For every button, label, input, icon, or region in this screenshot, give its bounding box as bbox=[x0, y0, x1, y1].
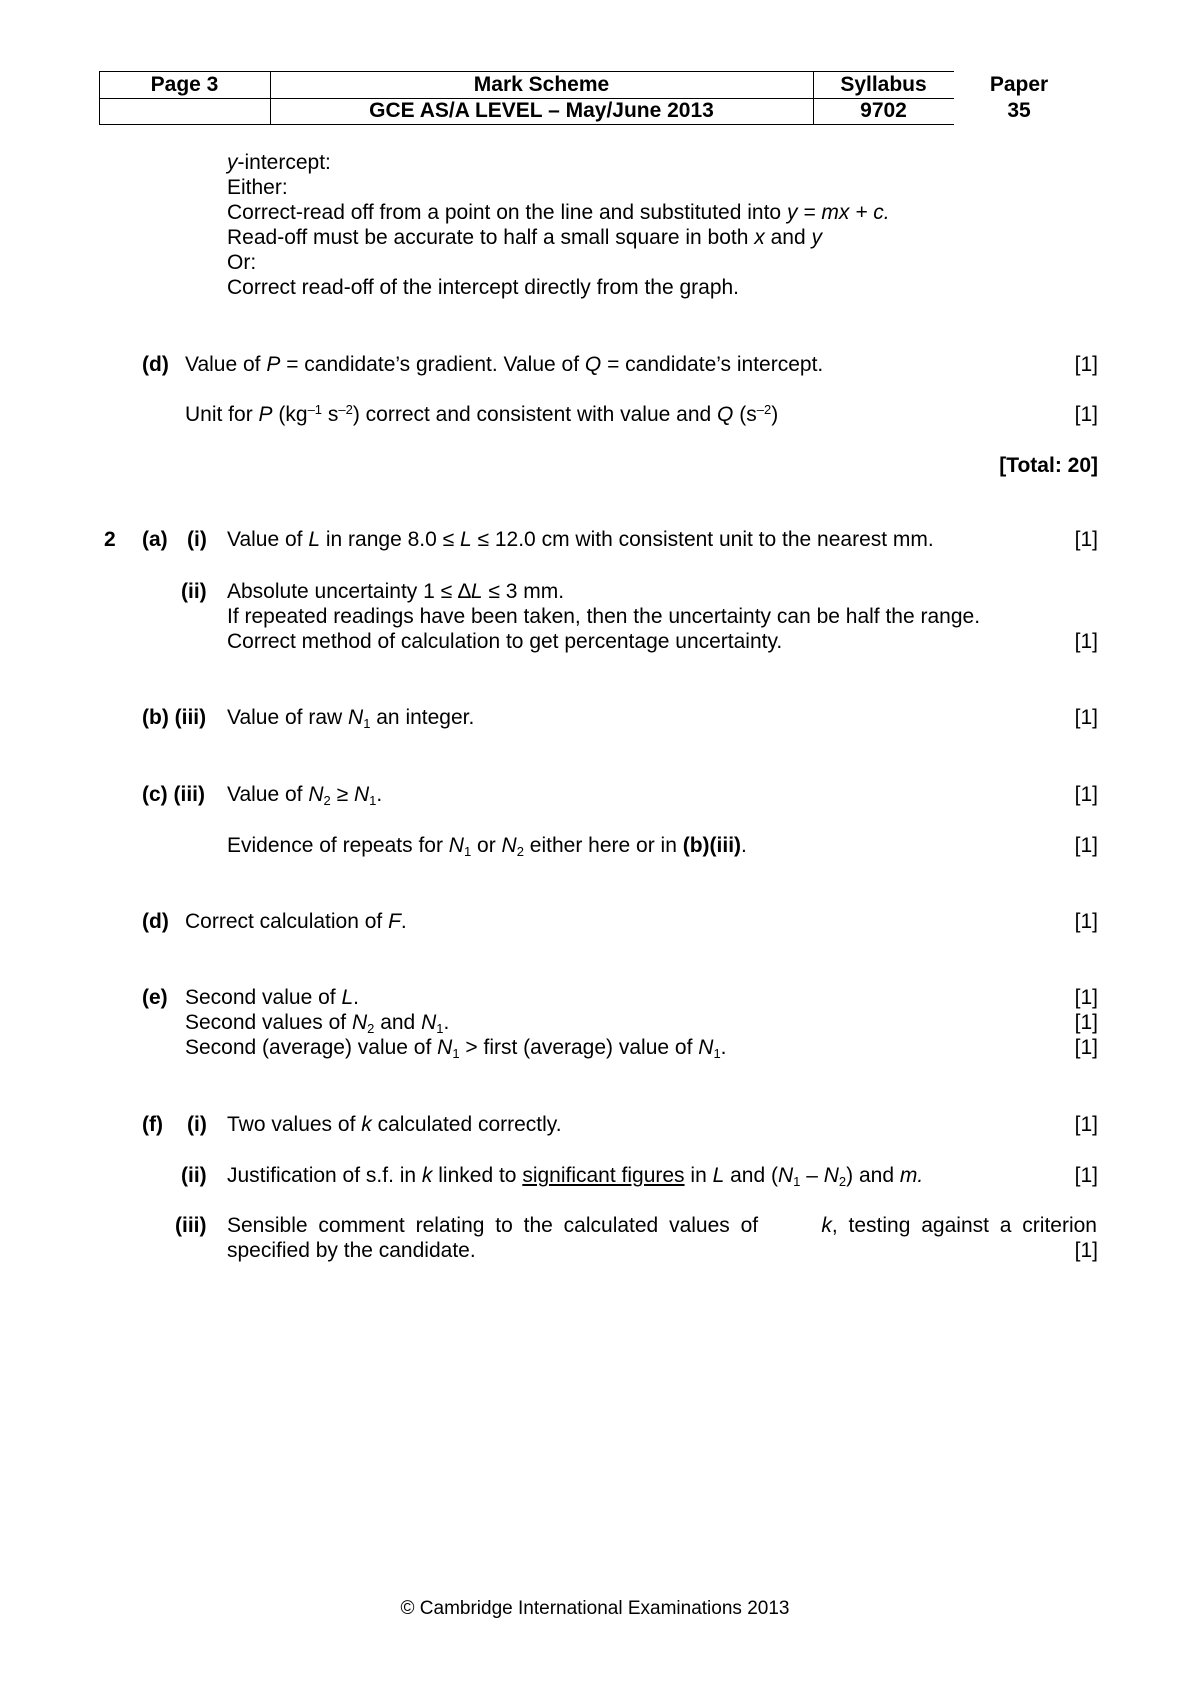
intercept-line-3: Correct-read off from a point on the line and substituted into y = mx + c. bbox=[227, 201, 890, 224]
q2fii-text: Justification of s.f. in k linked to significant figures in L and $(N_1 - N_2)$ and m. bbox=[227, 1164, 924, 1189]
q2e-mark3: [1] bbox=[1074, 1036, 1098, 1059]
q2fiii-line2: specified by the candidate. bbox=[227, 1239, 476, 1262]
or-label: Or: bbox=[227, 251, 257, 274]
q2ai-label: (i) bbox=[187, 528, 207, 551]
q2fi-mark: [1] bbox=[1074, 1113, 1098, 1136]
q1d-label: (d) bbox=[142, 353, 169, 376]
q2a-label: (a) bbox=[142, 528, 168, 551]
q2aii-mark: [1] bbox=[1074, 630, 1098, 653]
syllabus-label: Syllabus bbox=[840, 73, 927, 96]
q2e-line1: Second value of L. bbox=[185, 986, 359, 1009]
q2ciii-evidence-mark: [1] bbox=[1074, 834, 1098, 857]
q2ciii-evidence: Evidence of repeats for $N_1$ or $N_2$ either here or in (b)(iii). bbox=[227, 834, 747, 859]
q2e-mark2: [1] bbox=[1074, 1011, 1098, 1034]
q2aii-label: (ii) bbox=[181, 580, 207, 603]
q2fiii-label: (iii) bbox=[175, 1214, 207, 1237]
total-marks: [Total: 20] bbox=[999, 454, 1098, 477]
q1d-line1: Value of P = candidate’s gradient. Value of Q = candidate’s intercept. bbox=[185, 353, 824, 376]
q2d-mark: [1] bbox=[1074, 910, 1098, 933]
table-border-bottom bbox=[99, 124, 954, 125]
either-label: Either: bbox=[227, 176, 288, 199]
q2ai-text: Value of L in range 8.0 ≤ L ≤ 12.0 cm with consistent unit to the nearest mm. bbox=[227, 528, 934, 551]
q2ai-mark: [1] bbox=[1074, 528, 1098, 551]
q1d-mark2: [1] bbox=[1074, 403, 1098, 426]
q2e-line3: Second (average) value of $N_1$ > first (average) value of $N_1$. bbox=[185, 1036, 727, 1061]
q2fi-text: Two values of k calculated correctly. bbox=[227, 1113, 562, 1136]
q2ciii-text: Value of $N_2 \ge N_1$. bbox=[227, 783, 383, 808]
q2fiii-mark: [1] bbox=[1074, 1239, 1098, 1262]
q2d-text: Correct calculation of F. bbox=[185, 910, 407, 933]
q2-number: 2 bbox=[104, 528, 116, 551]
q2biii-label: (b) (iii) bbox=[142, 706, 207, 729]
q2e-mark1: [1] bbox=[1074, 986, 1098, 1009]
q1d-line2: Unit for P ($kg^{-1}$ $s^{-2}$) correct and consistent with value and Q $(s^{-2})$ bbox=[185, 402, 779, 426]
paper-label: Paper bbox=[989, 73, 1049, 96]
q2fii-label: (ii) bbox=[181, 1164, 207, 1187]
syllabus-code: 9702 bbox=[860, 99, 907, 122]
q2e-label: (e) bbox=[142, 986, 168, 1009]
q2e-line2: Second values of $N_2$ and $N_1$. bbox=[185, 1011, 450, 1036]
q2ciii-mark: [1] bbox=[1074, 783, 1098, 806]
q2aii-line2: If repeated readings have been taken, then the uncertainty can be half the range. bbox=[227, 605, 981, 628]
q2fiii-line1: Sensible comment relating to the calculated values of k, testing against a criterion bbox=[227, 1214, 1097, 1237]
q2fi-label: (i) bbox=[187, 1113, 207, 1136]
q2f-label: (f) bbox=[142, 1113, 163, 1136]
page-label: Page 3 bbox=[150, 73, 219, 96]
q2aii-line1: Absolute uncertainty 1 ≤ ∆L ≤ 3 mm. bbox=[227, 580, 565, 603]
footer-copyright: © Cambridge International Examinations 2013 bbox=[400, 1598, 790, 1619]
q2biii-text: Value of raw $N_1$ an integer. bbox=[227, 706, 475, 731]
exam-label: GCE AS/A LEVEL – May/June 2013 bbox=[369, 99, 714, 122]
q2d-label: (d) bbox=[142, 910, 169, 933]
q1d-mark1: [1] bbox=[1074, 353, 1098, 376]
q2aii-line3: Correct method of calculation to get percentage uncertainty. bbox=[227, 630, 783, 653]
intercept-line-4: Read-off must be accurate to half a small square in both x and y bbox=[227, 226, 822, 249]
paper-number: 35 bbox=[1007, 99, 1031, 122]
q2biii-mark: [1] bbox=[1074, 706, 1098, 729]
intercept-heading: y-intercept: bbox=[227, 151, 331, 174]
header-table bbox=[99, 71, 1049, 125]
scheme-label: Mark Scheme bbox=[473, 73, 610, 96]
q2ciii-label: (c) (iii) bbox=[142, 783, 205, 806]
q2fii-mark: [1] bbox=[1074, 1164, 1098, 1187]
intercept-line-6: Correct read-off of the intercept directly from the graph. bbox=[227, 276, 740, 299]
